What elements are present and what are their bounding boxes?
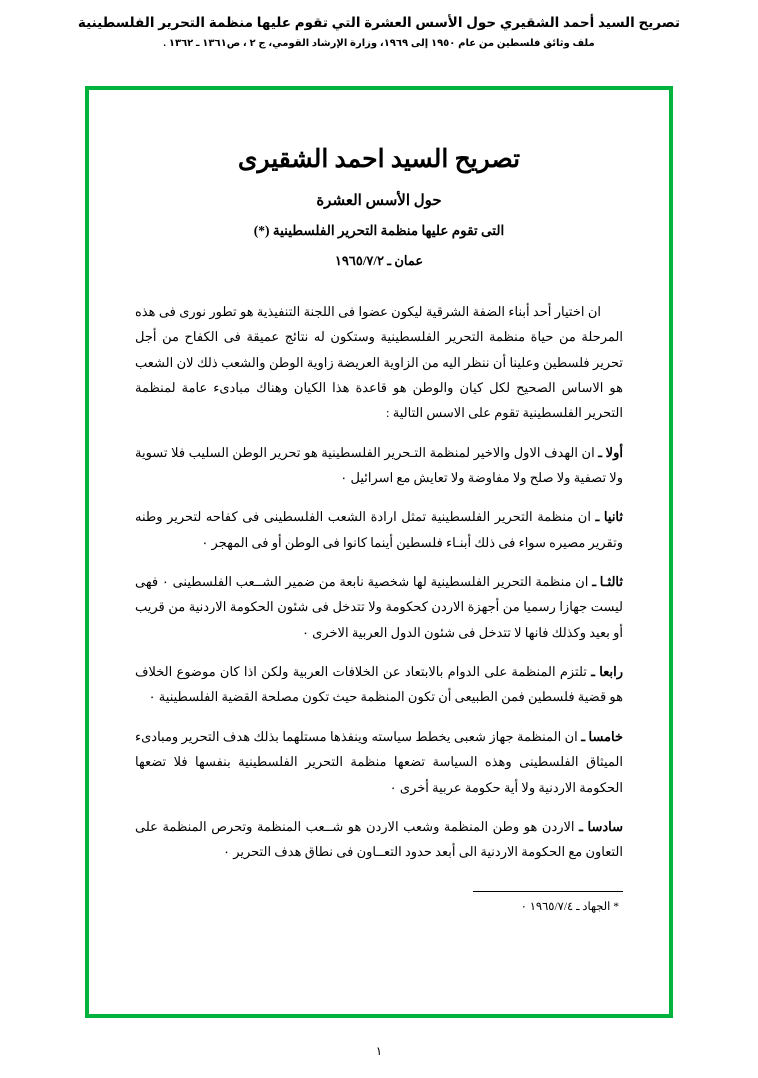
paragraph-text: ان اختيار أحد أبناء الضفة الشرقية ليكون عضوا فى اللجنة التنفيذية هو تطور نورى فى هذه المرحلة من حياة منظمة التحرير الفلسطينية وستكون له نتائج عميقة فى الكفاح من أجل تحرير فلسطين وعلينا أن ننظر اليه من الزاوية العريضة زاوية الوطن والشعب ذلك لان الشعب هو الاساس الصحيح لكل كيان والوطن هو قاعدة هذا الكيان وهناك مبادىء عامة لمنظمة التحرير الفلسطينية تقوم على الاسس التالية : [135,304,623,421]
paragraph-lead: ثانيا ـ [595,509,624,525]
page-header [0,0,758,50]
paragraph-third [135,569,623,645]
paragraph-text: تلتزم المنظمة على الدوام بالابتعاد عن الخلافات العربية ولكن اذا كان موضوع الخلاف هو قضية فلسطين فمن الطبيعى أن تكون المنظمة حيث تكون مصلحة القضية الفلسطينية ٠ [135,664,623,705]
document-body [89,90,669,1014]
paragraph-lead: خامسا ـ [581,728,624,744]
document-content [135,299,623,865]
paragraph-fifth [135,724,623,800]
paragraph-lead: سادسا ـ [579,818,623,834]
paragraph-text: ان منظمة التحرير الفلسطينية لها شخصية نابعة من ضمير الشــعب الفلسطينى ٠ فهى ليست جهازا رسميا من أجهزة الاردن كحكومة ولا تتدخل فى شئون الحكومة الاردنية من قريب أو بعيد وكذلك فانها لا تتدخل فى شئون الدول العربية الاخرى ٠ [135,574,623,640]
paragraph-text: الاردن هو وطن المنظمة وشعب الاردن هو شــعب المنظمة وتحرص المنظمة على التعاون مع الحكومة الاردنية الى أبعد حدود التعــاون فى نطاق هدف التحرير ٠ [135,818,623,860]
footnote-text: * الجهاد ـ ١٩٦٥/٧/٤ ٠ [520,900,619,913]
green-border-frame [85,86,673,1018]
document-dateline: عمان ـ ١٩٦٥/٧/٢ [334,253,424,268]
paragraph-text: ان المنظمة جهاز شعبى يخطط سياسته وينفذها مستلهما بذلك هدف التحرير ومبادىء الميثاق الفلسطينى وهذه السياسة تضعها منظمة التحرير الفلسطينية بنفسها فلا تضعها الحكومة الاردنية ولا أية حكومة عربية أخرى ٠ [135,728,623,795]
paragraph-sixth [135,814,623,865]
paragraph-lead: ثالثـا ـ [592,574,624,590]
paragraph-lead: رابعا ـ [591,664,623,680]
paragraph-fourth [135,659,623,710]
paragraph-lead: أولا ـ [598,444,623,460]
header-source-citation: ملف وثائق فلسطين من عام ١٩٥٠ إلى ١٩٦٩، وزارة الإرشاد القومي، ج ٢ ، ص١٣٦١ ـ ١٣٦٢ . [163,38,595,50]
document-subtitle-1: حول الأسس العشرة [316,193,442,209]
paragraph-second [135,504,623,555]
paragraph-intro [135,299,623,426]
footnote-divider [473,891,623,892]
paragraph-text: ان منظمة التحرير الفلسطينية تمثل ارادة الشعب الفلسطينى فى كفاحه لتحرير وطنه وتقرير مصيره سواء فى ذلك أبنـاء فلسطين أينما كانوا فى الوطن أو فى المهجر ٠ [135,509,623,550]
paragraph-first [135,440,623,491]
document-subtitle-2: التى تقوم عليها منظمة التحرير الفلسطينية (*) [253,223,505,238]
paragraph-text: ان الهدف الاول والاخير لمنظمة التـحرير الفلسطينية هو تحرير الوطن السليب فلا تسوية ولا تصفية ولا صلح ولا مفاوضة ولا تعايش مع اسرائيل ٠ [135,444,623,486]
header-title: تصريح السيد أحمد الشقيري حول الأسس العشرة التي تقوم عليها منظمة التحرير الفلسطينية [77,15,681,30]
page-number: ١ [375,1044,383,1058]
document-title: تصريح السيد احمد الشقيرى [237,146,521,173]
